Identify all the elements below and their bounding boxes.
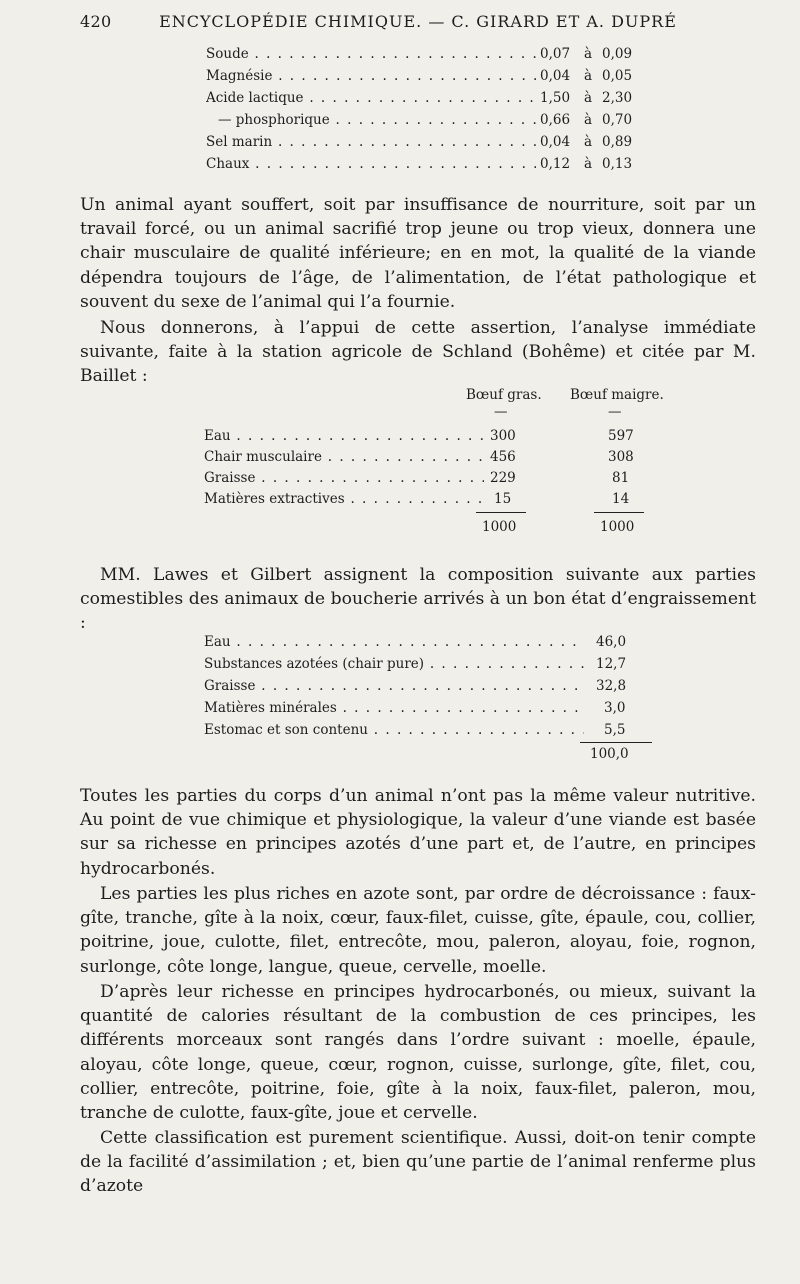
row-min: 0,04: [536, 132, 582, 152]
row-sep: à: [580, 132, 602, 152]
row-sep: à: [580, 66, 602, 86]
row-gras: 456: [486, 447, 530, 467]
row-sep: à: [580, 154, 602, 174]
sum-rule: [580, 742, 652, 743]
row-max: 0,89: [598, 132, 640, 152]
table-row: [204, 654, 634, 674]
row-sep: à: [580, 110, 602, 130]
row-gras: 300: [486, 426, 530, 446]
row-value: 12,7: [592, 654, 634, 674]
row-min: 1,50: [536, 88, 582, 108]
table-row: [204, 426, 644, 446]
total-gras: 1000: [482, 519, 517, 535]
column-header-gras: Bœuf gras.: [466, 387, 542, 403]
sum-rule: [476, 512, 526, 513]
row-maigre: 308: [604, 447, 644, 467]
row-label: Chaux . . .: [206, 154, 536, 174]
row-maigre: 14: [608, 489, 644, 509]
table-row: [206, 154, 640, 174]
row-value: 46,0: [592, 632, 634, 652]
running-title: ENCYCLOPÉDIE CHIMIQUE. — C. GIRARD ET A. DUPRÉ: [159, 12, 677, 31]
table-row: [204, 632, 634, 652]
row-label: Estomac et son contenu . . .: [204, 720, 584, 740]
total-maigre: 1000: [600, 519, 635, 535]
paragraph: Nous donnerons, à l’appui de cette assertion, l’analyse immédiate suivante, faite à la station agricole de Schland (Bohême) et citée par M. Baillet :: [80, 318, 756, 387]
row-sep: à: [580, 88, 602, 108]
row-sep: à: [580, 44, 602, 64]
row-label: Eau . . .: [204, 632, 584, 652]
column-dash: —: [494, 404, 508, 420]
row-min: 0,12: [536, 154, 582, 174]
column-header-maigre: Bœuf maigre.: [570, 387, 664, 403]
table-row: [204, 468, 644, 488]
table-row: [204, 676, 634, 696]
paragraph: Cette classification est purement scientifique. Aussi, doit-on tenir compte de la facilité d’assimilation ; et, bien qu’une partie de l’animal renferme plus d’azote: [80, 1128, 756, 1197]
row-label: Substances azotées (chair pure) . . .: [204, 654, 584, 674]
row-max: 2,30: [598, 88, 640, 108]
row-label: Soude . . .: [206, 44, 536, 64]
row-value: 32,8: [592, 676, 634, 696]
row-label: Matières extractives . . .: [204, 489, 484, 509]
total-value: 100,0: [590, 746, 629, 762]
page-number: 420: [80, 12, 112, 31]
table-row: [204, 698, 634, 718]
table-row: [206, 66, 640, 86]
table-row: [206, 88, 640, 108]
table-row: [204, 720, 634, 740]
row-max: 0,09: [598, 44, 640, 64]
row-label: Chair musculaire . . .: [204, 447, 484, 467]
row-label: Matières minérales . . .: [204, 698, 584, 718]
row-label: Eau . . .: [204, 426, 484, 446]
row-gras: 229: [486, 468, 530, 488]
row-label: Acide lactique . . .: [206, 88, 536, 108]
paragraph: Les parties les plus riches en azote sont, par ordre de décroissance : faux-gîte, tranche, gîte à la noix, cœur, faux-filet, cuisse, gîte, épaule, cou, collier, poitrine, joue, culotte, filet, entrecôte, mou, paleron, aloyau, foie, rognon, surlonge, côte longe, langue, queue, cervelle, moelle.: [80, 884, 756, 977]
row-value: 5,5: [600, 720, 634, 740]
row-min: 0,66: [536, 110, 582, 130]
table-row: [206, 110, 640, 130]
row-label: Magnésie . . .: [206, 66, 536, 86]
sum-rule: [594, 512, 644, 513]
row-label: Graisse . . .: [204, 468, 484, 488]
row-value: 3,0: [600, 698, 634, 718]
page-header: [80, 12, 756, 38]
row-label: — phosphorique . . .: [206, 110, 536, 130]
paragraph: MM. Lawes et Gilbert assignent la composition suivante aux parties comestibles des animaux de boucherie arrivés à un bon état d’engraissement :: [80, 565, 756, 634]
row-min: 0,07: [536, 44, 582, 64]
row-max: 0,13: [598, 154, 640, 174]
row-gras: 15: [490, 489, 530, 509]
paragraph: Un animal ayant souffert, soit par insuffisance de nourriture, soit par un travail forcé, ou un animal sacrifié trop jeune ou trop vieux, donnera une chair musculaire de qualité inférieure; en en mot, la qualité de la viande dépendra toujours de l’âge, de l’alimentation, de l’état pathologique et souvent du sexe de l’animal qui l’a fournie.: [80, 195, 756, 312]
column-dash: —: [608, 404, 622, 420]
row-min: 0,04: [536, 66, 582, 86]
paragraph: Toutes les parties du corps d’un animal n’ont pas la même valeur nutritive. Au point de vue chimique et physiologique, la valeur d’une viande est basée sur sa richesse en principes azotés d’une part et, de l’autre, en principes hydrocarbonés.: [80, 786, 756, 879]
row-label: Graisse . . .: [204, 676, 584, 696]
table-row: [204, 447, 644, 467]
row-max: 0,05: [598, 66, 640, 86]
row-label: Sel marin . . .: [206, 132, 536, 152]
table-row: [206, 132, 640, 152]
paragraph: D’après leur richesse en principes hydrocarbonés, ou mieux, suivant la quantité de calories résultant de la combustion de ces principes, les différents morceaux sont rangés dans l’ordre suivant : moelle, épaule, aloyau, côte longe, queue, cœur, rognon, cuisse, surlonge, gîte, filet, cou, collier, entrecôte, poitrine, foie, gîte à la noix, faux-filet, paleron, mou, tranche de culotte, faux-gîte, joue et cervelle.: [80, 982, 756, 1124]
row-maigre: 81: [608, 468, 644, 488]
row-maigre: 597: [604, 426, 644, 446]
table-row: [206, 44, 640, 64]
row-max: 0,70: [598, 110, 640, 130]
table-row: [204, 489, 644, 509]
